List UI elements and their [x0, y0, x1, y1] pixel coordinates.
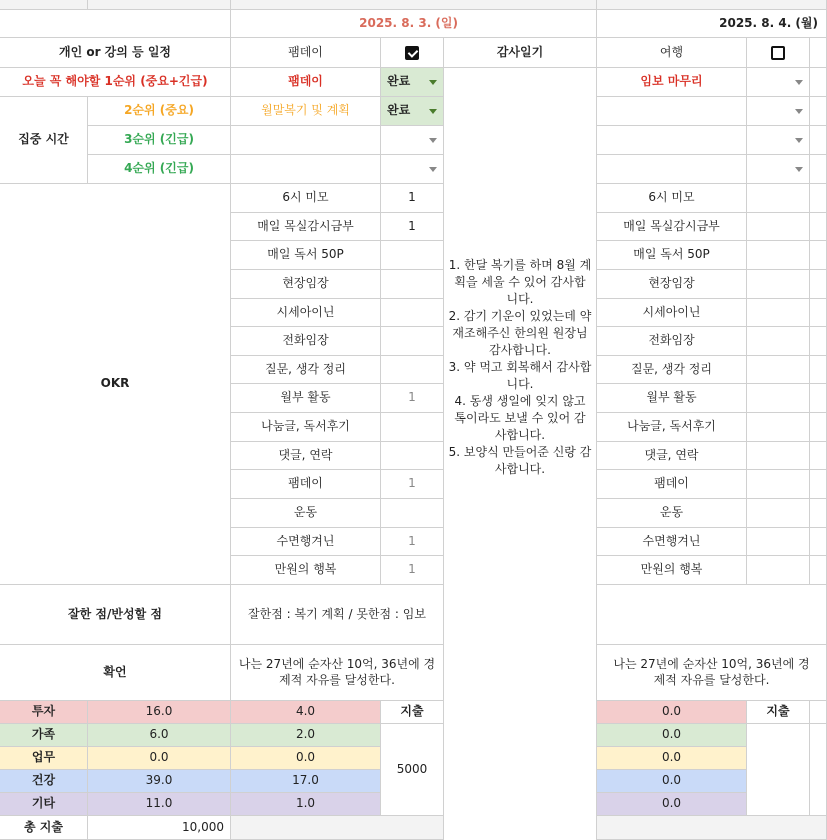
day2-okr-value[interactable]	[747, 384, 810, 413]
day1-spend-label: 지출	[381, 701, 444, 724]
day1-review[interactable]: 잘한점 : 복기 계획 / 못한점 : 임보	[231, 585, 444, 645]
day1-okr-value[interactable]	[381, 327, 444, 356]
day1-okr-item: 댓글, 연락	[231, 442, 381, 470]
focus-time-label: 집중 시간	[0, 97, 88, 184]
dropdown-arrow-icon[interactable]	[429, 80, 437, 85]
day2-spend-label: 지출	[747, 701, 810, 724]
dropdown-arrow-icon[interactable]	[429, 109, 437, 114]
day1-priority2-task[interactable]: 월말복기 및 계획	[231, 97, 381, 126]
expense-total: 0.0	[88, 747, 231, 770]
day1-okr-value[interactable]: 1	[381, 556, 444, 585]
gratitude-entry[interactable]	[444, 68, 597, 840]
day1-priority3-status[interactable]	[381, 126, 444, 155]
blank-cell[interactable]	[810, 97, 827, 126]
day2-okr-value[interactable]	[747, 442, 810, 470]
blank-cell[interactable]	[810, 38, 827, 68]
blank-cell[interactable]	[810, 384, 827, 413]
gratitude-line: 톡이라도 보낼 수 있어 감	[454, 411, 586, 426]
gratitude-line: 5. 보양식 만들어준 신랑 감	[448, 445, 592, 460]
blank-cell[interactable]	[810, 241, 827, 270]
expense-total: 16.0	[88, 701, 231, 724]
day1-okr-value[interactable]	[381, 356, 444, 384]
day2-okr-item: 질문, 생각 정리	[597, 356, 747, 384]
day2-okr-value[interactable]	[747, 299, 810, 327]
blank-cell[interactable]	[231, 816, 444, 840]
gratitude-label: 감사일기	[444, 38, 597, 68]
gratitude-line: 1. 한달 복기를 하며 8월 계	[448, 258, 592, 272]
blank-cell[interactable]	[810, 556, 827, 585]
day1-priority1-task[interactable]: 팸데이	[231, 68, 381, 97]
gratitude-line: 재조해주신 한의원 원장님	[452, 326, 588, 341]
day2-okr-item: 운동	[597, 499, 747, 528]
day2-okr-value[interactable]	[747, 327, 810, 356]
dropdown-arrow-icon[interactable]	[795, 138, 803, 143]
day2-okr-value[interactable]	[747, 470, 810, 499]
day1-okr-item: 시세아이닌	[231, 299, 381, 327]
day2-okr-value[interactable]	[747, 413, 810, 442]
day2-okr-value[interactable]	[747, 213, 810, 241]
expense-total: 11.0	[88, 793, 231, 816]
date-day1: 2025. 8. 3. (일)	[231, 10, 597, 38]
blank-cell[interactable]	[810, 701, 827, 724]
day2-okr-value[interactable]	[747, 241, 810, 270]
day2-checkbox-cell[interactable]	[747, 38, 810, 68]
day2-expense[interactable]: 0.0	[597, 747, 747, 770]
gratitude-line: 감사합니다.	[489, 343, 551, 358]
day2-okr-item: 시세아이닌	[597, 299, 747, 327]
date-row-blank[interactable]	[0, 10, 231, 38]
priority2-label: 2순위 (중요)	[88, 97, 231, 126]
priority1-label: 오늘 꼭 해야할 1순위 (중요+긴급)	[0, 68, 231, 97]
day2-priority1-task[interactable]: 임보 마무리	[597, 68, 747, 97]
day1-checkbox-cell[interactable]	[381, 38, 444, 68]
gratitude-line: 2. 감기 기운이 있었는데 약	[448, 309, 592, 324]
day2-okr-item: 매일 목실감시금부	[597, 213, 747, 241]
day2-okr-value[interactable]	[747, 556, 810, 585]
day2-okr-item: 전화임장	[597, 327, 747, 356]
blank-cell[interactable]	[810, 270, 827, 299]
gratitude-line: 니다.	[506, 377, 534, 392]
day1-expense[interactable]: 17.0	[231, 770, 381, 793]
day1-okr-value[interactable]	[381, 499, 444, 528]
blank-cell[interactable]	[810, 155, 827, 184]
day2-expense[interactable]: 0.0	[597, 724, 747, 747]
day1-spend-value[interactable]: 5000	[381, 724, 444, 816]
priority3-label: 3순위 (긴급)	[88, 126, 231, 155]
day2-okr-value[interactable]	[747, 528, 810, 556]
expense-category: 업무	[0, 747, 88, 770]
blank-cell[interactable]	[810, 126, 827, 155]
day1-okr-value[interactable]: 1	[381, 213, 444, 241]
schedule-label: 개인 or 강의 등 일정	[0, 38, 231, 68]
day2-schedule[interactable]: 여행	[597, 38, 747, 68]
day2-review[interactable]	[597, 585, 827, 645]
day2-priority2-status[interactable]	[747, 97, 810, 126]
gratitude-line: 획을 세울 수 있어 감사합	[454, 275, 586, 290]
blank-cell[interactable]	[810, 724, 827, 816]
day1-okr-item: 매일 목실감시금부	[231, 213, 381, 241]
day2-priority3-status[interactable]	[747, 126, 810, 155]
day1-okr-item: 매일 독서 50P	[231, 241, 381, 270]
expense-category: 기타	[0, 793, 88, 816]
day1-expense[interactable]: 4.0	[231, 701, 381, 724]
header-stub	[597, 0, 827, 10]
dropdown-arrow-icon[interactable]	[429, 167, 437, 172]
day2-priority4-status[interactable]	[747, 155, 810, 184]
day2-okr-value[interactable]	[747, 499, 810, 528]
day1-okr-item: 나눔글, 독서후기	[231, 413, 381, 442]
day2-expense[interactable]: 0.0	[597, 770, 747, 793]
blank-cell[interactable]	[810, 413, 827, 442]
day1-expense[interactable]: 2.0	[231, 724, 381, 747]
day2-okr-item: 만원의 행복	[597, 556, 747, 585]
blank-cell[interactable]	[810, 528, 827, 556]
expense-total: 6.0	[88, 724, 231, 747]
day1-okr-value[interactable]	[381, 241, 444, 270]
day2-checkbox[interactable]	[771, 46, 785, 60]
gratitude-line: 4. 동생 생일에 잊지 않고	[454, 394, 586, 409]
review-label: 잘한 점/반성할 점	[0, 585, 231, 645]
day1-okr-item: 수면행겨닌	[231, 528, 381, 556]
day2-spend-value[interactable]	[747, 724, 810, 816]
day1-okr-value[interactable]: 1	[381, 528, 444, 556]
day2-expense[interactable]: 0.0	[597, 701, 747, 724]
header-stub	[231, 0, 597, 10]
affirmation-line: 나는 27년에 순자산 10억, 36년에 경	[613, 656, 810, 671]
affirmation-line: 나는 27년에 순자산 10억, 36년에 경	[238, 656, 436, 671]
day2-expense[interactable]: 0.0	[597, 793, 747, 816]
affirmation-label: 확언	[0, 645, 231, 701]
affirmation-line: 제적 자유를 달성한다.	[653, 672, 770, 687]
day2-okr-item: 6시 미모	[597, 184, 747, 213]
day1-priority3-task[interactable]	[231, 126, 381, 155]
day2-priority2-task[interactable]	[597, 97, 747, 126]
day1-priority2-status[interactable]	[381, 97, 444, 126]
status-value: 완료	[387, 103, 411, 118]
blank-cell[interactable]	[810, 327, 827, 356]
day1-okr-item: 팸데이	[231, 470, 381, 499]
day2-okr-value[interactable]	[747, 356, 810, 384]
day2-okr-item: 매일 독서 50P	[597, 241, 747, 270]
day2-okr-item: 팸데이	[597, 470, 747, 499]
day2-affirmation[interactable]	[597, 645, 827, 701]
expense-total: 39.0	[88, 770, 231, 793]
day2-priority4-task[interactable]	[597, 155, 747, 184]
priority4-label: 4순위 (긴급)	[88, 155, 231, 184]
day1-okr-item: 6시 미모	[231, 184, 381, 213]
day1-okr-value[interactable]	[381, 413, 444, 442]
header-stub	[88, 0, 231, 10]
blank-cell[interactable]	[810, 184, 827, 213]
day1-okr-item: 운동	[231, 499, 381, 528]
day1-okr-value[interactable]	[381, 270, 444, 299]
dropdown-arrow-icon[interactable]	[795, 80, 803, 85]
day2-okr-value[interactable]	[747, 184, 810, 213]
dropdown-arrow-icon[interactable]	[429, 138, 437, 143]
day2-okr-item: 월부 활동	[597, 384, 747, 413]
dropdown-arrow-icon[interactable]	[795, 167, 803, 172]
day1-okr-value[interactable]: 1	[381, 470, 444, 499]
day1-okr-item: 질문, 생각 정리	[231, 356, 381, 384]
day1-affirmation[interactable]	[231, 645, 444, 701]
day1-okr-value[interactable]: 1	[381, 184, 444, 213]
blank-cell[interactable]	[810, 499, 827, 528]
day2-priority3-task[interactable]	[597, 126, 747, 155]
day1-priority4-task[interactable]	[231, 155, 381, 184]
blank-cell[interactable]	[810, 213, 827, 241]
status-value: 완료	[387, 74, 411, 89]
blank-cell[interactable]	[597, 816, 827, 840]
day2-okr-item: 댓글, 연락	[597, 442, 747, 470]
dropdown-arrow-icon[interactable]	[795, 109, 803, 114]
day1-priority1-status[interactable]	[381, 68, 444, 97]
blank-cell[interactable]	[810, 470, 827, 499]
day1-priority4-status[interactable]	[381, 155, 444, 184]
blank-cell[interactable]	[810, 356, 827, 384]
gratitude-line: 3. 약 먹고 회복해서 감사합	[448, 360, 592, 375]
day1-checkbox[interactable]	[405, 46, 419, 60]
blank-cell[interactable]	[810, 299, 827, 327]
day1-okr-value[interactable]	[381, 299, 444, 327]
day1-expense[interactable]: 0.0	[231, 747, 381, 770]
day1-okr-value[interactable]: 1	[381, 384, 444, 413]
blank-cell[interactable]	[810, 442, 827, 470]
day2-priority1-status[interactable]	[747, 68, 810, 97]
day2-okr-item: 나눔글, 독서후기	[597, 413, 747, 442]
day1-okr-item: 만원의 행복	[231, 556, 381, 585]
day2-okr-item: 수면행겨닌	[597, 528, 747, 556]
expense-category: 가족	[0, 724, 88, 747]
gratitude-line: 니다.	[506, 292, 534, 307]
day2-okr-value[interactable]	[747, 270, 810, 299]
day2-okr-item: 현장임장	[597, 270, 747, 299]
day1-schedule[interactable]: 팸데이	[231, 38, 381, 68]
expense-category: 건강	[0, 770, 88, 793]
affirmation-line: 제적 자유를 달성한다.	[279, 672, 395, 687]
date-day2: 2025. 8. 4. (월)	[597, 10, 827, 38]
total-spend-value[interactable]: 10,000	[88, 816, 231, 840]
day1-okr-item: 월부 활동	[231, 384, 381, 413]
gratitude-line: 사합니다.	[494, 428, 546, 443]
gratitude-line: 사합니다.	[494, 462, 546, 477]
day1-expense[interactable]: 1.0	[231, 793, 381, 816]
day1-okr-item: 전화임장	[231, 327, 381, 356]
blank-cell[interactable]	[810, 68, 827, 97]
total-spend-label: 총 지출	[0, 816, 88, 840]
day1-okr-value[interactable]	[381, 442, 444, 470]
header-stub	[0, 0, 88, 10]
expense-category: 투자	[0, 701, 88, 724]
okr-label: OKR	[0, 184, 231, 585]
day1-okr-item: 현장임장	[231, 270, 381, 299]
